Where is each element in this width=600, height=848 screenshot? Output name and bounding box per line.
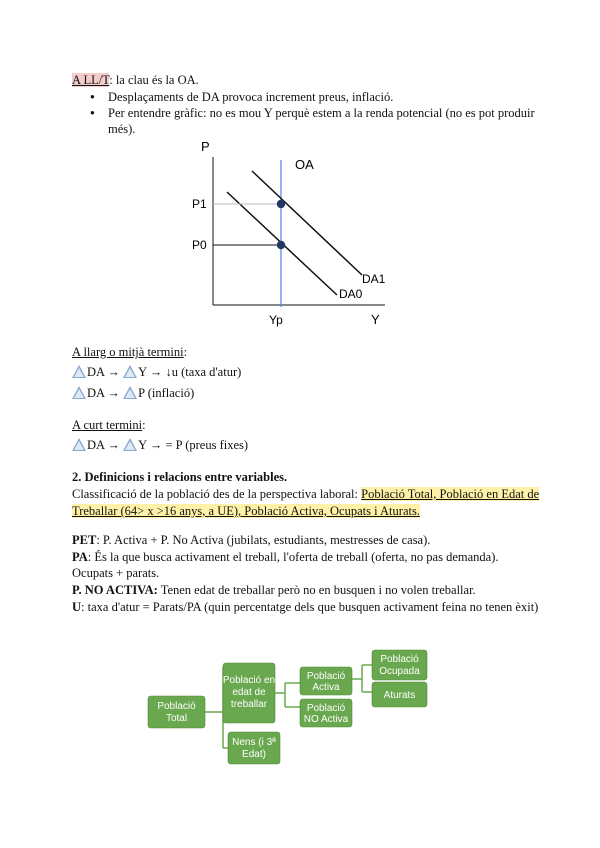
equilibrium-point-1	[277, 200, 285, 208]
long-term-line-1	[72, 364, 241, 380]
pna-text: Tenen edat de treballar però no en busquen i no volen treballar.	[157, 583, 476, 597]
classification-line-1	[72, 486, 539, 502]
oa-da-graph	[180, 135, 420, 330]
long-term-line-2	[72, 385, 194, 401]
long-term-heading-line	[72, 344, 187, 360]
u-text: : taxa d'atur = Parats/PA (quin percentatge dels que busquen activament feina no tenen èxit)	[81, 600, 539, 614]
pa-text: : És la que busca activament el treball, l'oferta de treball (oferta, no pas demanda).	[87, 550, 499, 564]
label-yp: Yp	[269, 313, 283, 327]
u-line	[72, 599, 538, 615]
edat-line-2: edat de	[232, 687, 266, 698]
aturats-line-1: Aturats	[383, 690, 416, 701]
classification-line-2	[72, 503, 420, 519]
classification-highlight-2: Treballar (64> x >16 anys, a UE), Població Activa, Ocupats i Aturats.	[72, 504, 420, 518]
intro-line	[72, 72, 199, 88]
total-line-1: Població	[157, 701, 196, 712]
edat-line-3: treballar	[230, 699, 268, 710]
pa-label: PA	[72, 550, 88, 564]
pna-line	[72, 582, 476, 598]
intro-heading-rest: : la clau és la OA.	[109, 73, 199, 87]
pet-label: PET	[72, 533, 97, 547]
u-label: U	[72, 600, 82, 614]
total-line-2: Total	[165, 713, 188, 724]
long-term-line-1a: DA →	[87, 365, 124, 379]
bullet-2: ● Per entendre gràfic: no es mou Y perquè estem a la renda potencial (no es pot produir	[108, 105, 535, 121]
delta-icon	[123, 365, 137, 378]
delta-icon	[123, 386, 137, 399]
short-term-line-1a: DA →	[87, 438, 124, 452]
bullet-1: ● Desplaçaments de DA provoca increment preus, inflació.	[108, 89, 393, 105]
delta-icon	[72, 386, 86, 399]
long-term-line-2a: DA →	[87, 386, 124, 400]
delta-icon	[72, 365, 86, 378]
label-da0: DA0	[339, 287, 363, 301]
equilibrium-point-0	[277, 241, 285, 249]
pna-label: P. NO ACTIVA:	[72, 583, 158, 597]
short-term-line-1	[72, 437, 248, 453]
no-activa-line-1: Població	[306, 703, 346, 714]
label-da1: DA1	[362, 272, 386, 286]
bullet-2-cont: més).	[108, 122, 136, 136]
pet-text: : P. Activa + P. No Activa (jubilats, estudiants, mestresses de casa).	[96, 533, 431, 547]
long-term-line-1b: Y → ↓u (taxa d'atur)	[138, 365, 242, 379]
edat-line-1: Població en	[222, 675, 276, 686]
pet-line	[72, 532, 430, 548]
ocupada-line-2: Ocupada	[379, 666, 420, 677]
no-activa-line-2: NO Activa	[303, 714, 349, 725]
intro-heading: A LL/T	[72, 73, 110, 87]
activa-line-2: Activa	[312, 682, 340, 693]
short-term-line-1b: Y → = P (preus fixes)	[138, 438, 249, 452]
population-diagram	[140, 645, 440, 770]
nens-line-2: Edat)	[242, 749, 266, 760]
label-oa: OA	[295, 157, 314, 172]
short-term-heading: A curt termini	[72, 418, 143, 432]
label-p1: P1	[192, 197, 207, 211]
classification-text: Classificació de la població des de la perspectiva laboral:	[72, 487, 362, 501]
short-term-heading-line	[72, 417, 146, 433]
classification-highlight-1: Població Total, Població en Edat de	[361, 487, 540, 501]
section-2-title: 2. Definicions i relacions entre variables.	[72, 470, 288, 484]
da1-curve	[252, 171, 362, 275]
delta-icon	[72, 438, 86, 451]
label-p: P	[201, 139, 210, 154]
ocupada-line-1: Població	[380, 654, 419, 665]
short-term-colon: :	[142, 418, 146, 432]
pa-line-2: Ocupats + parats.	[72, 566, 160, 580]
long-term-heading: A llarg o mitjà termini	[72, 345, 184, 359]
nens-line-1: Nens (i 3ª	[232, 737, 276, 748]
label-p0: P0	[192, 238, 207, 252]
long-term-colon: :	[183, 345, 188, 359]
pa-line-1	[72, 549, 499, 565]
label-y: Y	[371, 312, 380, 327]
delta-icon	[123, 438, 137, 451]
long-term-line-2b: P (inflació)	[138, 386, 195, 400]
activa-line-1: Població	[306, 671, 346, 682]
